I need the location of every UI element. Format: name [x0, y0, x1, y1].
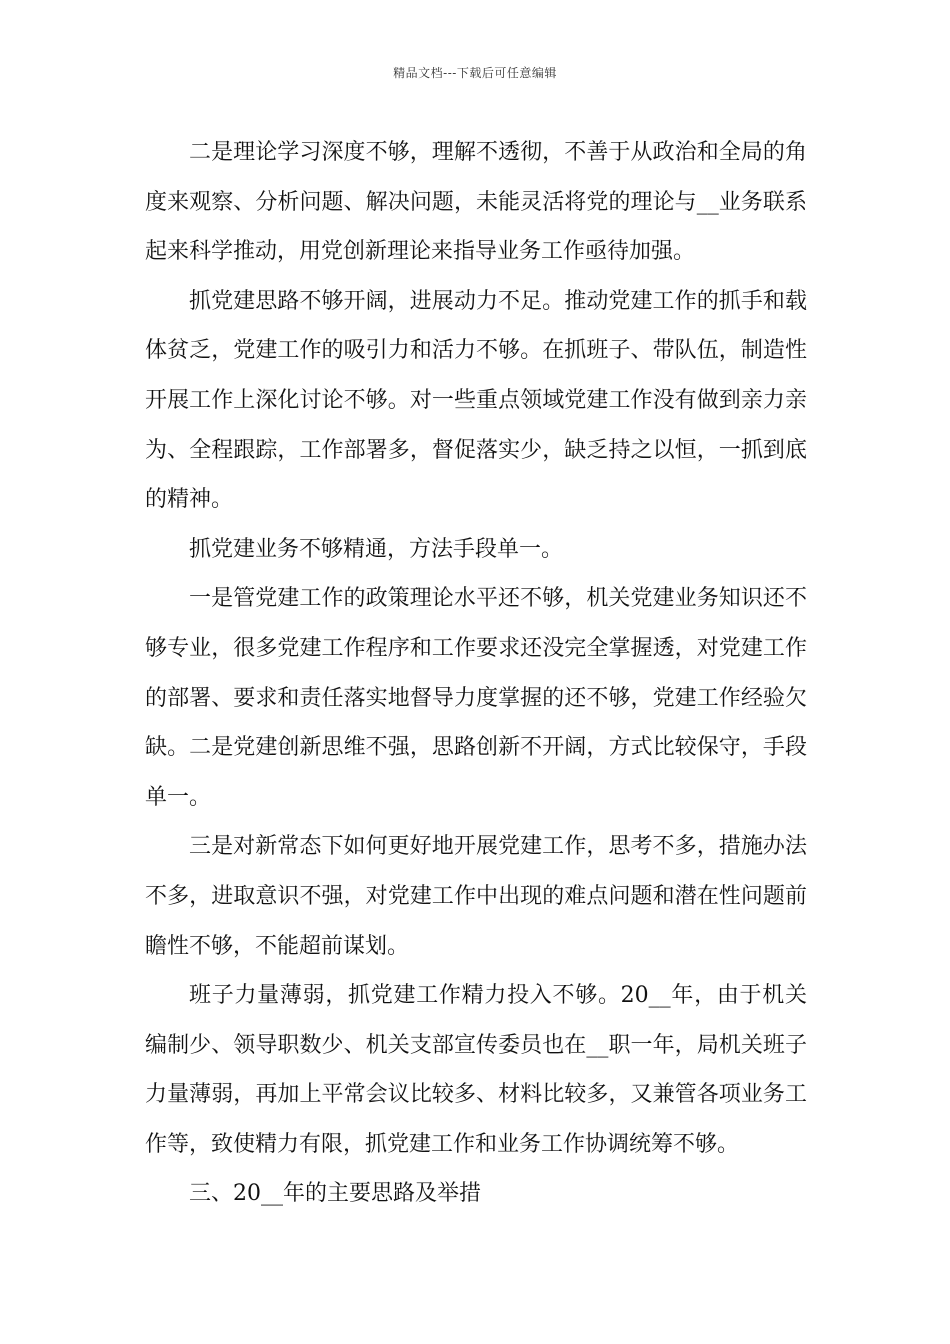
document-body: [145, 128, 807, 1219]
paragraph-2: 抓党建思路不够开阔，进展动力不足。推动党建工作的抓手和载体贫乏，党建工作的吸引力和活力不够。在抓班子、带队伍，制造性开展工作上深化讨论不够。对一些重点领域党建工作没有做到亲力亲为、全程跟踪，工作部署多，督促落实少，缺乏持之以恒，一抓到底的精神。: [145, 288, 807, 513]
paragraph-6: 班子力量薄弱，抓党建工作精力投入不够。20__年，由于机关编制少、领导职数少、机关支部宣传委员也在__职一年，局机关班子力量薄弱，再加上平常会议比较多、材料比较多，又兼管各项业务工作等，致使精力有限，抓党建工作和业务工作协调统筹不够。: [145, 983, 807, 1157]
paragraph-4: 一是管党建工作的政策理论水平还不够，机关党建业务知识还不够专业，很多党建工作程序和工作要求还没完全掌握透，对党建工作的部署、要求和责任落实地督导力度掌握的还不够，党建工作经验欠缺。二是党建创新思维不强，思路创新不开阔，方式比较保守，手段单一。: [145, 586, 807, 810]
page-header: 精品文档---下载后可任意编辑: [393, 66, 557, 80]
paragraph-1: 二是理论学习深度不够，理解不透彻，不善于从政治和全局的角度来观察、分析问题、解决问题，未能灵活将党的理论与__业务联系起来科学推动，用党创新理论来指导业务工作亟待加强。: [145, 140, 807, 265]
paragraph-5: 三是对新常态下如何更好地开展党建工作，思考不多，措施办法不多，进取意识不强，对党建工作中出现的难点问题和潜在性问题前瞻性不够，不能超前谋划。: [145, 834, 807, 959]
paragraph-3: 抓党建业务不够精通，方法手段单一。: [189, 536, 564, 562]
section-heading: 三、20__年的主要思路及举措: [189, 1181, 481, 1207]
